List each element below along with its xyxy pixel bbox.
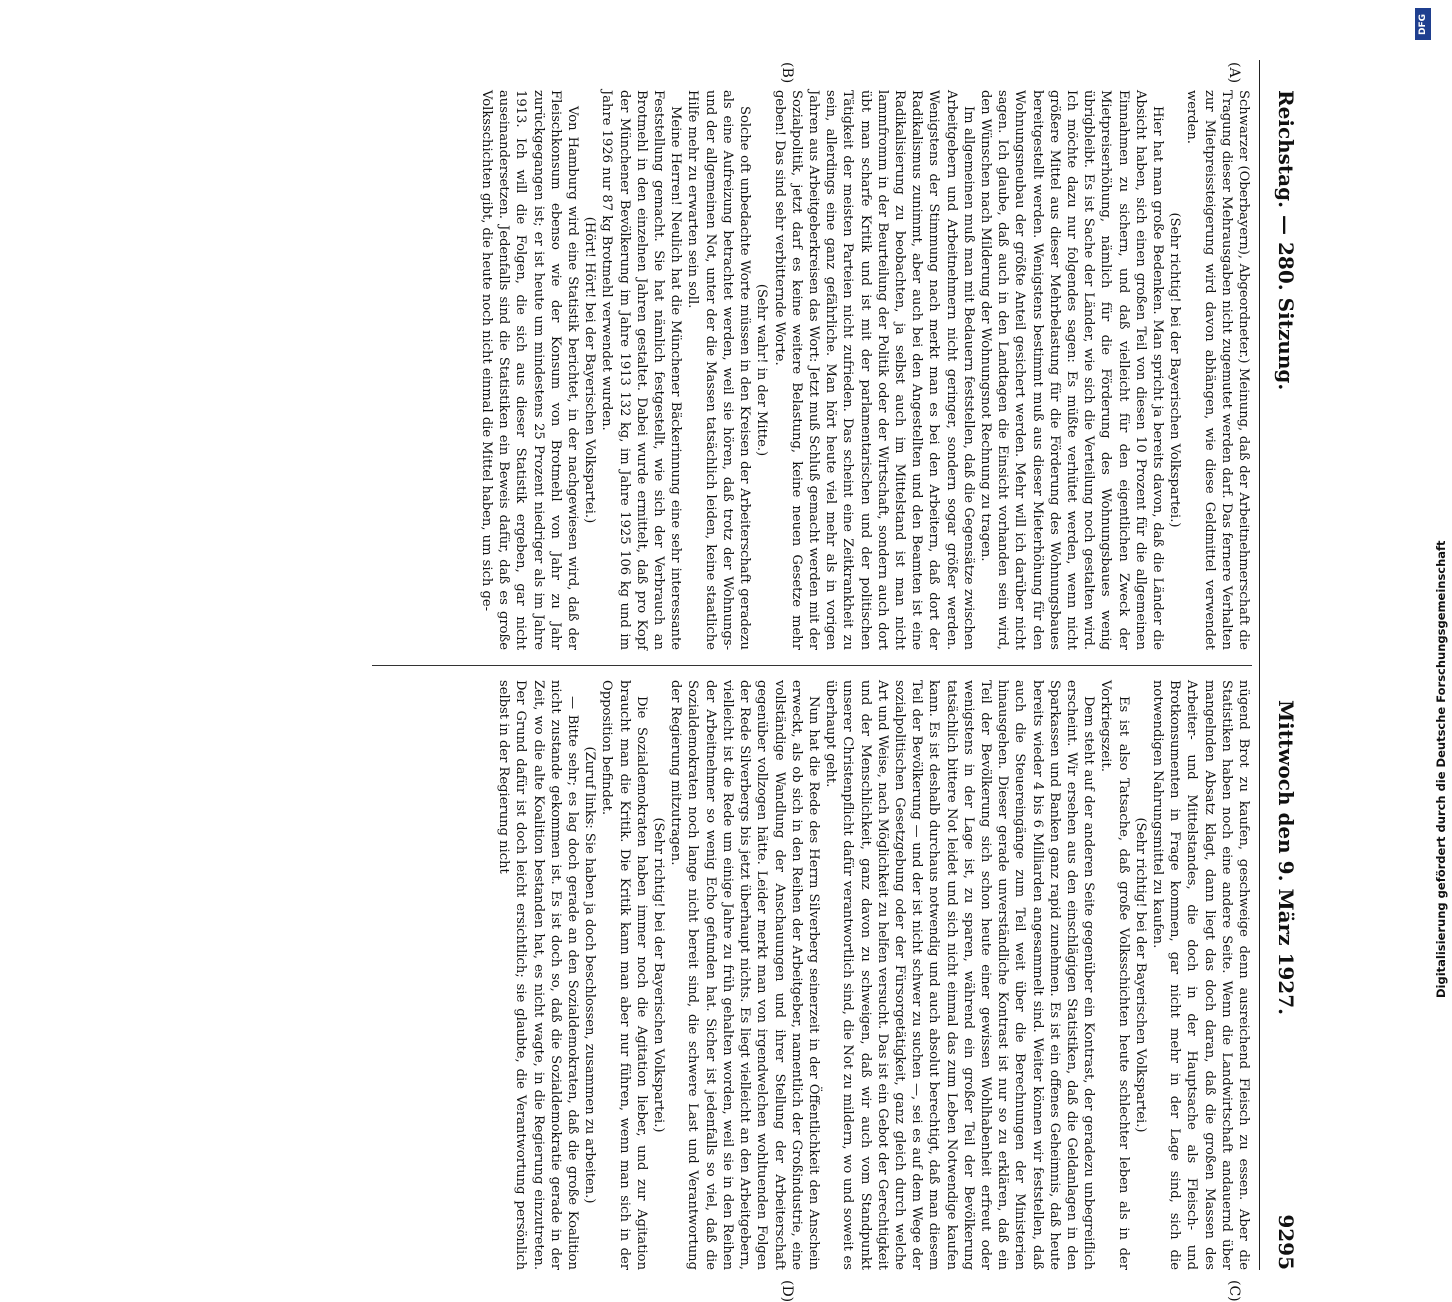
paragraph: Schwarzer (Oberbayern), Abgeordneter.) Meinung, daß der Arbeitnehmerschaft die Tragung dieser Mehrausgaben nicht zugemutet werden darf. Das fernere Verhalten zur Mietpreissteigerung wird davon abhängen, wie diese Geldmittel verwendet werden. [1184,90,1251,650]
left-column [372,90,1252,650]
page-number: 9295 [1274,1214,1298,1270]
paragraph: Dem steht auf der anderen Seite gegenüber ein Kontrast, der geradezu unbegreiflich erscheint. Wir ersehen aus den einschlägigen Statistiken, daß die Geldanlagen in den Sparkassen und Banken ganz rapid zunehmen. Es ist ein offenes Geheimnis, daß heute bereits wieder 4 bis 6 Milliarden angesammelt sind. Weiter können wir feststellen, daß auch die Steuereingänge zum Teil weit über die Berechnungen der Ministerien hinausgehen. Dieser gerade unverständliche Kontrast ist nur so zu erklären, daß ein Teil der Bevölkerung sich schon heute einer gewissen Wohlhabenheit erfreut oder wenigstens in der Lage ist, zu sparen, während ein großer Teil der Bevölkerung tatsächlich bittere Not leidet und sich nicht einmal das zum Leben Notwendige kaufen kann. Es ist deshalb durchaus notwendig und auch absolut berechtigt, daß man diesem Teil der Bevölkerung — und der ist nicht schwer zu suchen —, sei es auf dem Wege der sozialpolitischen Gesetzgebung oder der Fürsorgetätigkeit, ganz gleich durch welche Art und Weise, nach Möglichkeit zu helfen versucht. Das ist ein Gebot der Gerechtigkeit und der Menschlichkeit, ganz davon zu schweigen, daß wir auch vom Standpunkt unserer Christenpflicht dafür verantwortlich sind, die Not zu mildern, wo und soweit es überhaupt geht. [823,680,1097,1270]
paragraph: Solche oft unbedachte Worte müssen in den Kreisen der Arbeiterschaft geradezu als eine Aufreizung betrachtet werden, weil sie hören, daß trotz der Wohnungs- und der allgemeinen Not, unter der die Massen tatsächlich leiden, keine staatliche Hilfe mehr zu erwarten sein soll. [685,90,753,650]
funding-watermark: Digitalisierung gefördert durch die Deutsche Forschungsgemeinschaft [1434,540,1448,998]
paragraph: Von Hamburg wird eine Statistik berichtet, in der nachgewiesen wird, daß der Fleischkonsum ebenso wie der Konsum von Brotmehl von Jahr zu Jahr zurückgegangen ist; er ist heute um mindestens 25 Prozent niedriger als im Jahre 1913. Ich will die Folgen, die sich aus dieser Statistik ergeben, gar nicht auseinandersetzen. Jedenfalls sind die Statistiken ein Beweis dafür, daß es große Volksschichten gibt, die heute noch nicht einmal die Mittel haben, um sich ge- [479,90,581,650]
paragraph: Hier hat man große Bedenken. Man spricht ja bereits davon, daß die Länder die Absicht haben, sich einen großen Teil von diesen 10 Prozent für die allgemeinen Einnahmen zu sichern, und daß vielleicht für den eigentlichen Zweck der Mietpreiserhöhung, nämlich für die Förderung des Wohnungsbaues wenig übrigbleibt. Es ist Sache der Länder, wie sich die Verteilung noch gestalten wird. Ich möchte dazu nur folgendes sagen: Es müßte verhütet werden, wenn nicht größere Mittel aus dieser Mehrbelastung für die Förderung des Wohnungsbaues bereitgestellt werden. Wenigstens bestimmt muß aus dieser Mieterhöhung für den Wohnungsneubau der größte Anteil gesichert werden. Mehr will ich darüber nicht sagen. Ich glaube, daß auch in den Landtagen die Einsicht vorhanden sein wird, den Wünschen nach Milderung der Wohnungsnot Rechnung zu tragen. [977,90,1165,650]
paragraph: — Bitte sehr; es lag doch gerade an den Sozialdemokraten, daß die große Koalition nicht zustande gekommen ist. Es ist doch so, daß die Sozialdemokratie gerade in der Zeit, wo die alte Koalition bestanden hat, es nicht wagte, in die Regierung einzutreten. Der Grund dafür ist doch leicht ersichtlich; sie glaubte, die Verantwortung persönlich selbst in der Regierung nicht [496,680,581,1270]
paragraph: Die Sozialdemokraten haben immer noch die Agitation lieber, und zur Agitation braucht man die Kritik. Die Kritik kann man aber nur führen, wenn man sich in der Opposition befindet. [599,680,649,1270]
paragraph: Nun hat die Rede des Herrn Silverberg seinerzeit in der Öffentlichkeit den Anschein erweckt, als ob sich in den Reihen der Arbeitgeber, namentlich der Großindustrie, eine vollständige Wandlung der Anschauungen und ihrer Stellung der Arbeiterschaft gegenüber vollzogen hätte. Leider merkt man von irgendwelchen wohltuenden Folgen der Rede Silverbergs bis jetzt überhaupt nichts. Es liegt vielleicht an den Arbeitgebern, vielleicht ist die Rede um einige Jahre zu früh gehalten worden, weil sie in den Reihen der Arbeitnehmer so wenig Echo gefunden hat. Sicher ist jedenfalls so viel, daß die Sozialdemokraten noch lange nicht bereit sind, die schwere Last und Verantwortung der Regierung mitzutragen. [668,680,821,1270]
margin-marker-c: (C) [1226,1280,1242,1302]
interjection: (Sehr richtig! bei der Bayerischen Volkspartei.) [1132,817,1148,1133]
interjection: (Sehr wahr! in der Mitte.) [754,283,770,457]
margin-marker-d: (D) [779,1280,795,1302]
interjection: (Hört! Hört! bei der Bayerischen Volkspartei.) [582,216,598,524]
interjection: (Zuruf links: Sie haben ja doch beschlossen, zusammen zu arbeiten.) [582,746,598,1204]
interjection: (Sehr richtig! bei der Bayerischen Volkspartei.) [651,817,667,1133]
paragraph: Es ist also Tatsache, daß große Volksschichten heute schlechter leben als in der Vorkriegszeit. [1098,680,1131,1270]
paragraph: Im allgemeinen muß man mit Bedauern feststellen, daß die Gegensätze zwischen Arbeitgebern und Arbeitnehmern nicht geringer, sondern sogar größer werden. Wenigstens der Stimmung nach merkt man es bei den Arbeitern, daß dort der Radikalismus zunimmt, aber auch bei den Angestellten und den Beamten ist eine Radikalisierung zu beobachten, ja selbst auch im Mittelstand ist man nicht lammfromm in der Beurteilung der Politik oder der Wirtschaft, sondern auch dort übt man scharfe Kritik und ist mit der parlamentarischen und der politischen Tätigkeit der meisten Parteien nicht zufrieden. Das scheint eine Zeitkrankheit zu sein, allerdings eine ganz gefährliche. Man hört heute viel mehr als in vorigen Jahren aus Arbeitgeberkreisen das Wort: Jetzt muß Schluß gemacht werden mit der Sozialpolitik, jetzt darf es keine weitere Belastung, keine neuen Gesetze mehr geben! Das sind sehr verbitternde Worte. [771,90,976,650]
margin-marker-b: (B) [779,62,795,84]
right-column [372,680,1252,1270]
watermark-strip [1410,8,1448,998]
interjection: (Sehr richtig! bei der Bayerischen Volkspartei.) [1167,212,1183,528]
header-session: Reichstag. — 280. Sitzung. [1274,90,1298,391]
column-divider [372,665,1252,666]
header-date: Mittwoch den 9. März 1927. [1274,700,1298,1016]
paragraph: nügend Brot zu kaufen, geschweige denn ausreichend Fleisch zu essen. Aber die Statistiken haben noch eine andere Seite. Wenn die Landwirtschaft andauernd über mangelnden Absatz klagt, dann liegt das doch daran, daß die großen Massen des Arbeiter- und Mittelstandes, die doch in der Hauptsache als Fleisch- und Brotkonsumenten in Frage kommen, gar nicht mehr in der Lage sind, sich die notwendigen Nahrungsmittel zu kaufen. [1149,680,1251,1270]
dfg-logo: DFG [1415,8,1431,40]
paragraph: Meine Herren! Neulich hat die Münchener Bäckerinnung eine sehr interessante Feststellung gemacht. Sie hat nämlich festgestellt, wie sich der Verbrauch an Brotmehl in den einzelnen Jahren gestaltet. Dabei wurde ermittelt, daß pro Kopf der Münchener Bevölkerung im Jahre 1913 132 kg, im Jahre 1925 106 kg und im Jahre 1926 nur 87 kg Brotmehl verwendet wurden. [599,90,684,650]
margin-marker-a: (A) [1226,62,1242,84]
document-page [60,0,1360,1302]
page-header [1259,60,1300,1270]
